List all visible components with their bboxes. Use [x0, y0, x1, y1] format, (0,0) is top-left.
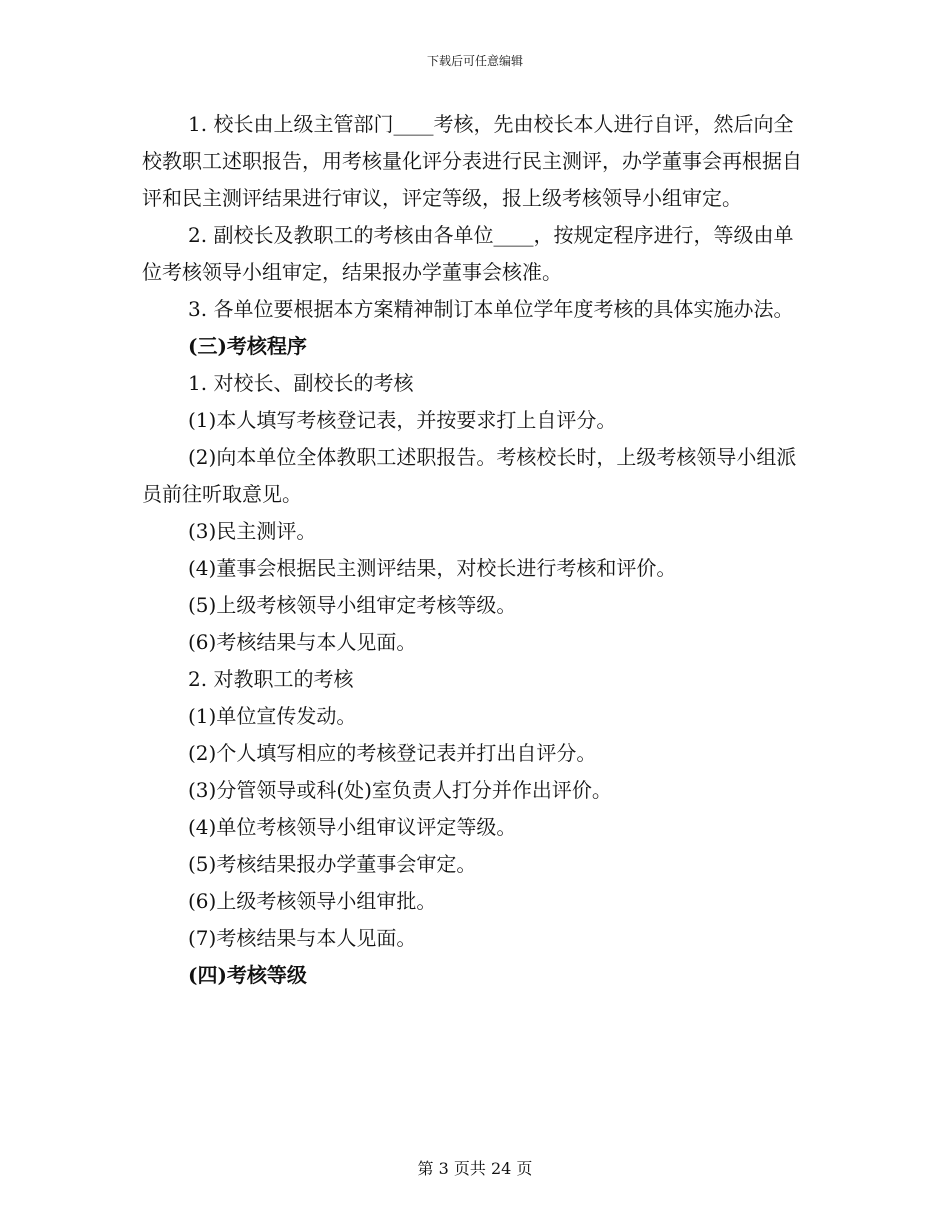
list-item: (4)单位考核领导小组审议评定等级。 [188, 815, 517, 839]
list-item: (3)民主测评。 [188, 519, 317, 543]
section-heading-procedure: (三)考核程序 [188, 334, 307, 358]
list-item: (7)考核结果与本人见面。 [188, 926, 417, 950]
page-header-note: 下载后可任意编辑 [426, 54, 523, 68]
list-item: (4)董事会根据民主测评结果，对校长进行考核和评价。 [188, 556, 677, 580]
page-number: 第 3 页共 24 页 [417, 1159, 533, 1178]
list-item: (2)向本单位全体教职工述职报告。考核校长时，上级考核领导小组派员前往听取意见。 [142, 445, 797, 506]
list-item: (5)上级考核领导小组审定考核等级。 [188, 593, 517, 617]
paragraph-vice-principal-assessment: 2. 副校长及教职工的考核由各单位____，按规定程序进行，等级由单位考核领导小组审定，结果报办学董事会核准。 [142, 223, 794, 284]
list-item: (1)单位宣传发动。 [188, 704, 357, 728]
paragraph-principal-assessment: 1. 校长由上级主管部门____考核，先由校长本人进行自评，然后向全校教职工述职报告，用考核量化评分表进行民主测评，办学董事会再根据自评和民主测评结果进行审议，评定等级，报上级考核领导小组审定。 [142, 112, 802, 210]
section-heading-grades: (四)考核等级 [188, 963, 307, 987]
list-item: (2)个人填写相应的考核登记表并打出自评分。 [188, 741, 597, 765]
document-body [142, 106, 810, 994]
paragraph-unit-methods: 3. 各单位要根据本方案精神制订本单位学年度考核的具体实施办法。 [188, 297, 794, 321]
list-item: (6)考核结果与本人见面。 [188, 630, 417, 654]
list-item: (1)本人填写考核登记表，并按要求打上自评分。 [188, 408, 617, 432]
list-item: (6)上级考核领导小组审批。 [188, 889, 437, 913]
subheading-principal-procedure: 1. 对校长、副校长的考核 [188, 371, 414, 395]
subheading-staff-procedure: 2. 对教职工的考核 [188, 667, 354, 691]
list-item: (5)考核结果报办学董事会审定。 [188, 852, 477, 876]
list-item: (3)分管领导或科(处)室负责人打分并作出评价。 [188, 778, 612, 802]
